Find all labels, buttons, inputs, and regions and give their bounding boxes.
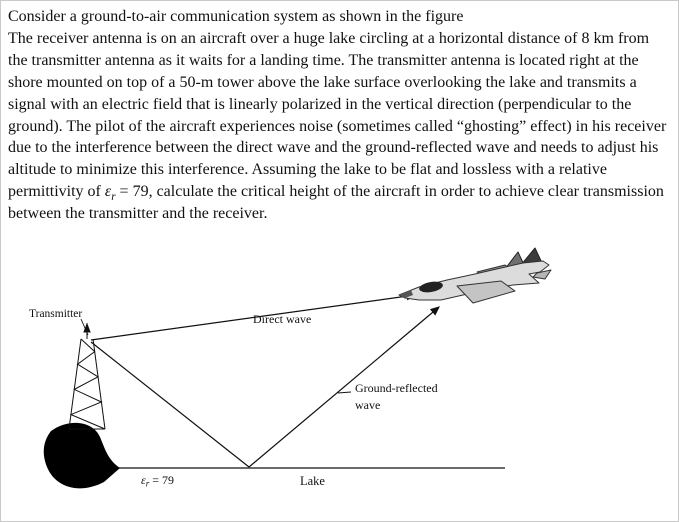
problem-body xyxy=(8,28,669,225)
problem-body-text-after: = 79, calculate the critical height of the aircraft in order to achieve clear transmission between the transmitter and the receiver. xyxy=(8,183,664,223)
epsilon-glyph: ε xyxy=(104,183,112,201)
lake-label: Lake xyxy=(300,474,325,488)
direct-wave-label: Direct wave xyxy=(253,312,312,326)
permittivity-label: $\varepsilon_r = 79$ xyxy=(141,473,175,489)
problem-body-text-before: The receiver antenna is on an aircraft over a huge lake circling at a horizontal distance of 8 km from the transmitter antenna as it waits for a landing time. The transmitter antenna is located right at the shore mounted on top of a 50-m tower above the lake surface overlooking the lake and transmits a signal with an electric field that is linearly polarized in the vertical direction (perpendicular to the ground). The pilot of the aircraft experiences noise (sometimes called “ghosting” effect) in his receiver due to the interference between the direct wave and the ground-reflected wave and needs to adjust his altitude to minimize this interference. Assuming the lake to be flat and lossless with a relative permittivity of xyxy=(8,29,667,201)
aircraft-icon xyxy=(399,248,551,303)
problem-statement xyxy=(1,1,678,225)
ground-reflected-descending-line xyxy=(91,342,249,467)
problem-intro xyxy=(8,6,669,28)
problem-intro-text: Consider a ground-to-air communication system as shown in the figure xyxy=(8,8,464,25)
transmitter-label: Transmitter xyxy=(29,308,83,320)
epsilon-r-symbol xyxy=(104,183,116,204)
epsilon-subscript: r xyxy=(111,191,116,204)
ground-reflected-label-line1: Ground-reflected xyxy=(355,381,438,395)
ground-reflected-leader-line xyxy=(338,392,351,393)
shore-shape xyxy=(44,423,120,488)
ground-reflected-label-line2: wave xyxy=(355,398,381,412)
